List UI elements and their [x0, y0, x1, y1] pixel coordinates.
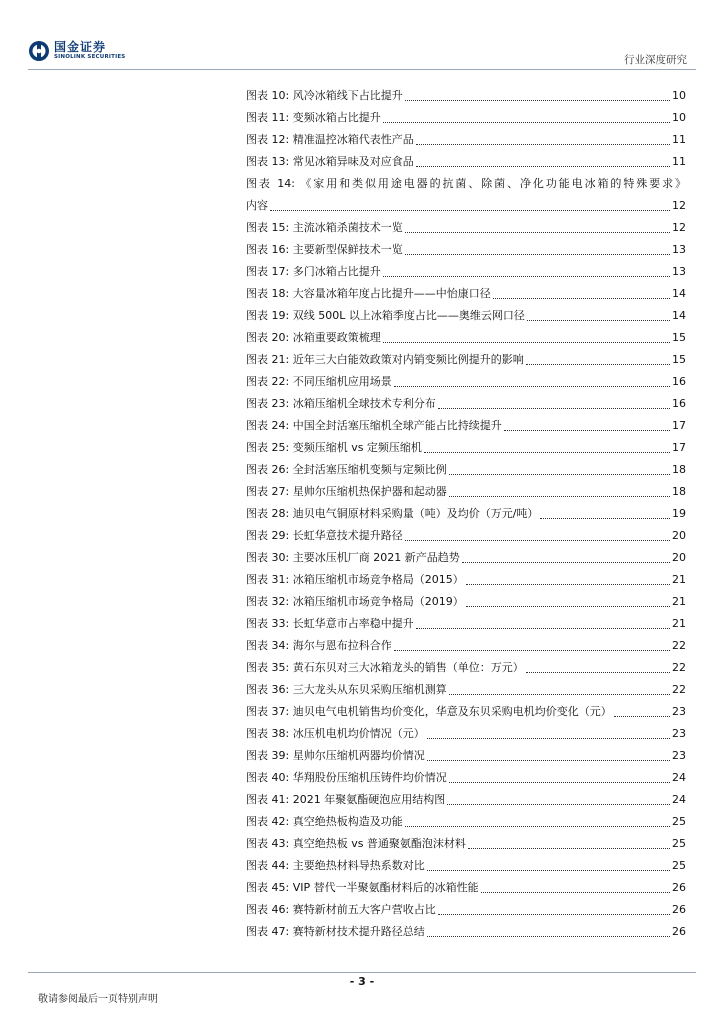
toc-entry-title: 迪贝电气铜原材料采购量（吨）及均价（万元/吨） [292, 507, 539, 520]
toc-entry-label: 图表 34: [246, 639, 290, 652]
toc-entry[interactable] [246, 437, 686, 459]
toc-entry-page: 11 [672, 155, 686, 168]
page-header [0, 0, 724, 80]
toc-entry-label: 图表 37: [246, 705, 290, 718]
page-number: - 3 - [349, 975, 375, 988]
toc-entry[interactable] [246, 723, 686, 745]
toc-entry-page: 26 [672, 903, 686, 916]
dot-leader [527, 320, 670, 321]
dot-leader [405, 100, 670, 101]
toc-entry-title-cont: 内容 [246, 199, 268, 212]
toc-entry-label: 图表 16: [246, 243, 290, 256]
dot-leader [447, 804, 670, 805]
dot-leader [504, 430, 670, 431]
toc-entry-label: 图表 25: [246, 441, 290, 454]
dot-leader [466, 606, 670, 607]
toc-entry[interactable] [246, 657, 686, 679]
toc-entry-page: 16 [672, 397, 686, 410]
toc-entry-label: 图表 11: [246, 111, 290, 124]
dot-leader [427, 870, 670, 871]
toc-entry[interactable] [246, 525, 686, 547]
toc-entry[interactable] [246, 239, 686, 261]
toc-entry-title: 冰箱压缩机市场竞争格局（2019） [292, 595, 464, 608]
toc-entry-label: 图表 42: [246, 815, 290, 828]
toc-entry-title: 冰箱压缩机市场竞争格局（2015） [292, 573, 464, 586]
toc-entry[interactable] [246, 833, 686, 855]
dot-leader [526, 364, 670, 365]
disclaimer: 敬请参阅最后一页特别声明 [38, 994, 158, 1005]
toc-entry-label: 图表 47: [246, 925, 290, 938]
toc-entry-title: 不同压缩机应用场景 [292, 375, 392, 388]
dot-leader [449, 474, 670, 475]
dot-leader [383, 122, 670, 123]
logo-en-text: SINOLINK SECURITIES [54, 54, 126, 61]
toc-entry-page: 24 [672, 793, 686, 806]
toc-entry-label: 图表 36: [246, 683, 290, 696]
dot-leader [449, 496, 670, 497]
dot-leader [438, 408, 670, 409]
toc-entry-page: 22 [672, 639, 686, 652]
dot-leader [526, 672, 670, 673]
toc-entry-page: 21 [672, 573, 686, 586]
dot-leader [394, 650, 670, 651]
toc-entry[interactable] [246, 855, 686, 877]
toc-entry-page: 14 [672, 309, 686, 322]
toc-entry-title: 变频冰箱占比提升 [292, 111, 381, 124]
toc-entry-title: 主要新型保鲜技术一览 [292, 243, 403, 256]
dot-leader [394, 386, 670, 387]
toc-entry-label: 图表 29: [246, 529, 290, 542]
dot-leader [405, 540, 670, 541]
toc-entry-title: 精准温控冰箱代表性产品 [292, 133, 414, 146]
toc-entry-title: 真空绝热板 vs 普通聚氨酯泡沫材料 [292, 837, 466, 850]
toc-entry-page: 18 [672, 485, 686, 498]
toc-entry-page: 21 [672, 617, 686, 630]
toc-entry-page: 20 [672, 529, 686, 542]
toc-entry[interactable] [246, 877, 686, 899]
toc-entry[interactable] [246, 371, 686, 393]
toc-entry-page: 23 [672, 705, 686, 718]
toc-entry-page: 22 [672, 661, 686, 674]
toc-entry-label: 图表 30: [246, 551, 290, 564]
toc-entry-label: 图表 32: [246, 595, 290, 608]
toc-entry-label: 图表 18: [246, 287, 290, 300]
toc-entry-title: 华翔股份压缩机压铸件均价情况 [292, 771, 447, 784]
toc-entry-page: 17 [672, 419, 686, 432]
dot-leader [270, 210, 670, 211]
toc-entry-label: 图表 15: [246, 221, 290, 234]
toc-entry-label: 图表 27: [246, 485, 290, 498]
toc-entry[interactable] [246, 393, 686, 415]
toc-entry[interactable] [246, 503, 686, 525]
toc-entry[interactable] [246, 921, 686, 943]
logo-cn-text: 国金证券 [54, 40, 107, 55]
toc-entry-title: 主要冰压机厂商 2021 新产品趋势 [292, 551, 460, 564]
toc-entry-page: 19 [672, 507, 686, 520]
toc-entry-page: 23 [672, 749, 686, 762]
toc-entry-label: 图表 41: [246, 793, 290, 806]
dot-leader [493, 298, 670, 299]
dot-leader [449, 782, 670, 783]
toc-entry-page: 18 [672, 463, 686, 476]
toc-entry-page: 10 [672, 111, 686, 124]
toc-entry-title: 冰箱压缩机全球技术专利分布 [292, 397, 436, 410]
toc-entry-title: 中国全封活塞压缩机全球产能占比持续提升 [292, 419, 502, 432]
toc-entry-page: 17 [672, 441, 686, 454]
dot-leader [416, 166, 670, 167]
toc-entry-title: 双线 500L 以上冰箱季度占比——奥维云网口径 [292, 309, 525, 322]
dot-leader [424, 452, 670, 453]
toc-entry[interactable] [246, 327, 686, 349]
toc-entry-label: 图表 39: [246, 749, 290, 762]
dot-leader [427, 738, 670, 739]
toc-entry-page: 13 [672, 265, 686, 278]
report-type: 行业深度研究 [624, 54, 687, 66]
toc-entry-page: 12 [672, 199, 686, 212]
dot-leader [383, 276, 670, 277]
toc-entry-title: 冰压机电机均价情况（元） [292, 727, 425, 740]
toc-entry[interactable] [246, 283, 686, 305]
toc-entry[interactable] [246, 679, 686, 701]
logo-mark-icon [28, 40, 50, 62]
toc-entry[interactable] [246, 899, 686, 921]
toc-entry-label: 图表 23: [246, 397, 290, 410]
toc-entry[interactable] [246, 305, 686, 327]
toc-entry-label: 图表 33: [246, 617, 290, 630]
toc-entry-title: 长虹华意市占率稳中提升 [292, 617, 414, 630]
dot-leader [466, 584, 670, 585]
dot-leader [449, 694, 670, 695]
toc-entry-title: 迪贝电气电机销售均价变化，华意及东贝采购电机均价变化（元） [292, 705, 612, 718]
dot-leader [614, 716, 670, 717]
toc-entry-page: 25 [672, 837, 686, 850]
toc-entry-title-line [246, 173, 686, 195]
toc-entry-label: 图表 10: [246, 89, 290, 102]
toc-entry-label: 图表 43: [246, 837, 290, 850]
toc-entry-title: 星帅尔压缩机两器均价情况 [292, 749, 425, 762]
dot-leader [427, 760, 670, 761]
toc-entry-title: 冰箱重要政策梳理 [292, 331, 381, 344]
table-of-figures [246, 85, 686, 943]
toc-entry-label: 图表 21: [246, 353, 290, 366]
toc-entry-label: 图表 45: [246, 881, 290, 894]
toc-entry-title: 长虹华意技术提升路径 [292, 529, 403, 542]
footer-divider [28, 972, 696, 973]
toc-entry-page: 25 [672, 815, 686, 828]
toc-entry[interactable] [246, 173, 686, 217]
toc-entry-label: 图表 12: [246, 133, 290, 146]
toc-entry-label: 图表 38: [246, 727, 290, 740]
toc-entry-label: 图表 19: [246, 309, 290, 322]
toc-entry[interactable] [246, 591, 686, 613]
toc-entry-title: 多门冰箱占比提升 [292, 265, 381, 278]
toc-entry-page: 14 [672, 287, 686, 300]
toc-entry-title: 常见冰箱异味及对应食品 [292, 155, 414, 168]
toc-entry-label: 图表 24: [246, 419, 290, 432]
toc-entry-page: 22 [672, 683, 686, 696]
toc-entry[interactable] [246, 635, 686, 657]
toc-entry[interactable] [246, 613, 686, 635]
toc-entry[interactable] [246, 85, 686, 107]
toc-entry-label: 图表 22: [246, 375, 290, 388]
toc-entry-title: 主流冰箱杀菌技术一览 [292, 221, 403, 234]
header-divider [28, 69, 696, 70]
toc-entry-title: 真空绝热板构造及功能 [292, 815, 403, 828]
toc-entry-label: 图表 46: [246, 903, 290, 916]
toc-entry-title: 星帅尔压缩机热保护器和起动器 [292, 485, 447, 498]
dot-leader [405, 826, 670, 827]
toc-entry-title: 三大龙头从东贝采购压缩机测算 [292, 683, 447, 696]
toc-entry-page: 20 [672, 551, 686, 564]
toc-entry-label: 图表 40: [246, 771, 290, 784]
toc-entry-title: 赛特新材技术提升路径总结 [292, 925, 425, 938]
dot-leader [416, 144, 670, 145]
toc-entry-page: 24 [672, 771, 686, 784]
toc-entry[interactable] [246, 459, 686, 481]
dot-leader [468, 848, 670, 849]
toc-entry-title: 《家用和类似用途电器的抗菌、除菌、净化功能电冰箱的特殊要求》 [300, 177, 687, 190]
dot-leader [438, 914, 670, 915]
toc-entry-title: 变频压缩机 vs 定频压缩机 [292, 441, 422, 454]
dot-leader [405, 254, 670, 255]
toc-entry-label: 图表 14: [246, 177, 295, 190]
toc-entry-label: 图表 44: [246, 859, 290, 872]
toc-entry-title: 主要绝热材料导热系数对比 [292, 859, 425, 872]
toc-entry-title: 黄石东贝对三大冰箱龙头的销售（单位：万元） [292, 661, 524, 674]
toc-entry-page: 16 [672, 375, 686, 388]
company-logo [28, 40, 125, 62]
dot-leader [416, 628, 670, 629]
toc-entry-page: 12 [672, 221, 686, 234]
toc-entry-title: 近年三大白能效政策对内销变频比例提升的影响 [292, 353, 524, 366]
toc-entry[interactable] [246, 261, 686, 283]
toc-entry-page: 25 [672, 859, 686, 872]
dot-leader [462, 562, 670, 563]
toc-entry-page: 26 [672, 925, 686, 938]
toc-entry-title: 2021 年聚氨酯硬泡应用结构图 [292, 793, 446, 806]
toc-entry[interactable] [246, 349, 686, 371]
toc-entry-title: 海尔与恩布拉科合作 [292, 639, 392, 652]
toc-entry-page: 15 [672, 353, 686, 366]
dot-leader [481, 892, 670, 893]
toc-entry-title: 风冷冰箱线下占比提升 [292, 89, 403, 102]
toc-entry-page: 13 [672, 243, 686, 256]
toc-entry-label: 图表 17: [246, 265, 290, 278]
toc-entry-title: 全封活塞压缩机变频与定频比例 [292, 463, 447, 476]
toc-entry[interactable] [246, 129, 686, 151]
toc-entry[interactable] [246, 547, 686, 569]
dot-leader [427, 936, 670, 937]
toc-entry-page: 21 [672, 595, 686, 608]
dot-leader [383, 342, 670, 343]
toc-entry[interactable] [246, 217, 686, 239]
toc-entry[interactable] [246, 151, 686, 173]
toc-entry[interactable] [246, 789, 686, 811]
toc-entry[interactable] [246, 811, 686, 833]
toc-entry-title: 赛特新材前五大客户营收占比 [292, 903, 436, 916]
dot-leader [540, 518, 670, 519]
toc-entry-page: 15 [672, 331, 686, 344]
toc-entry[interactable] [246, 107, 686, 129]
toc-entry-label: 图表 31: [246, 573, 290, 586]
toc-entry[interactable] [246, 767, 686, 789]
toc-entry-page: 23 [672, 727, 686, 740]
toc-entry-title: 大容量冰箱年度占比提升——中怡康口径 [292, 287, 491, 300]
toc-entry[interactable] [246, 481, 686, 503]
toc-entry-page: 11 [672, 133, 686, 146]
toc-entry-label: 图表 13: [246, 155, 290, 168]
toc-entry[interactable] [246, 745, 686, 767]
toc-entry[interactable] [246, 569, 686, 591]
toc-entry-label: 图表 28: [246, 507, 290, 520]
toc-entry[interactable] [246, 415, 686, 437]
toc-entry-title: VIP 替代一半聚氨酯材料后的冰箱性能 [292, 881, 479, 894]
toc-entry-label: 图表 20: [246, 331, 290, 344]
toc-entry-page: 10 [672, 89, 686, 102]
dot-leader [405, 232, 670, 233]
toc-entry-label: 图表 35: [246, 661, 290, 674]
toc-entry-page: 26 [672, 881, 686, 894]
toc-entry-label: 图表 26: [246, 463, 290, 476]
toc-entry[interactable] [246, 701, 686, 723]
